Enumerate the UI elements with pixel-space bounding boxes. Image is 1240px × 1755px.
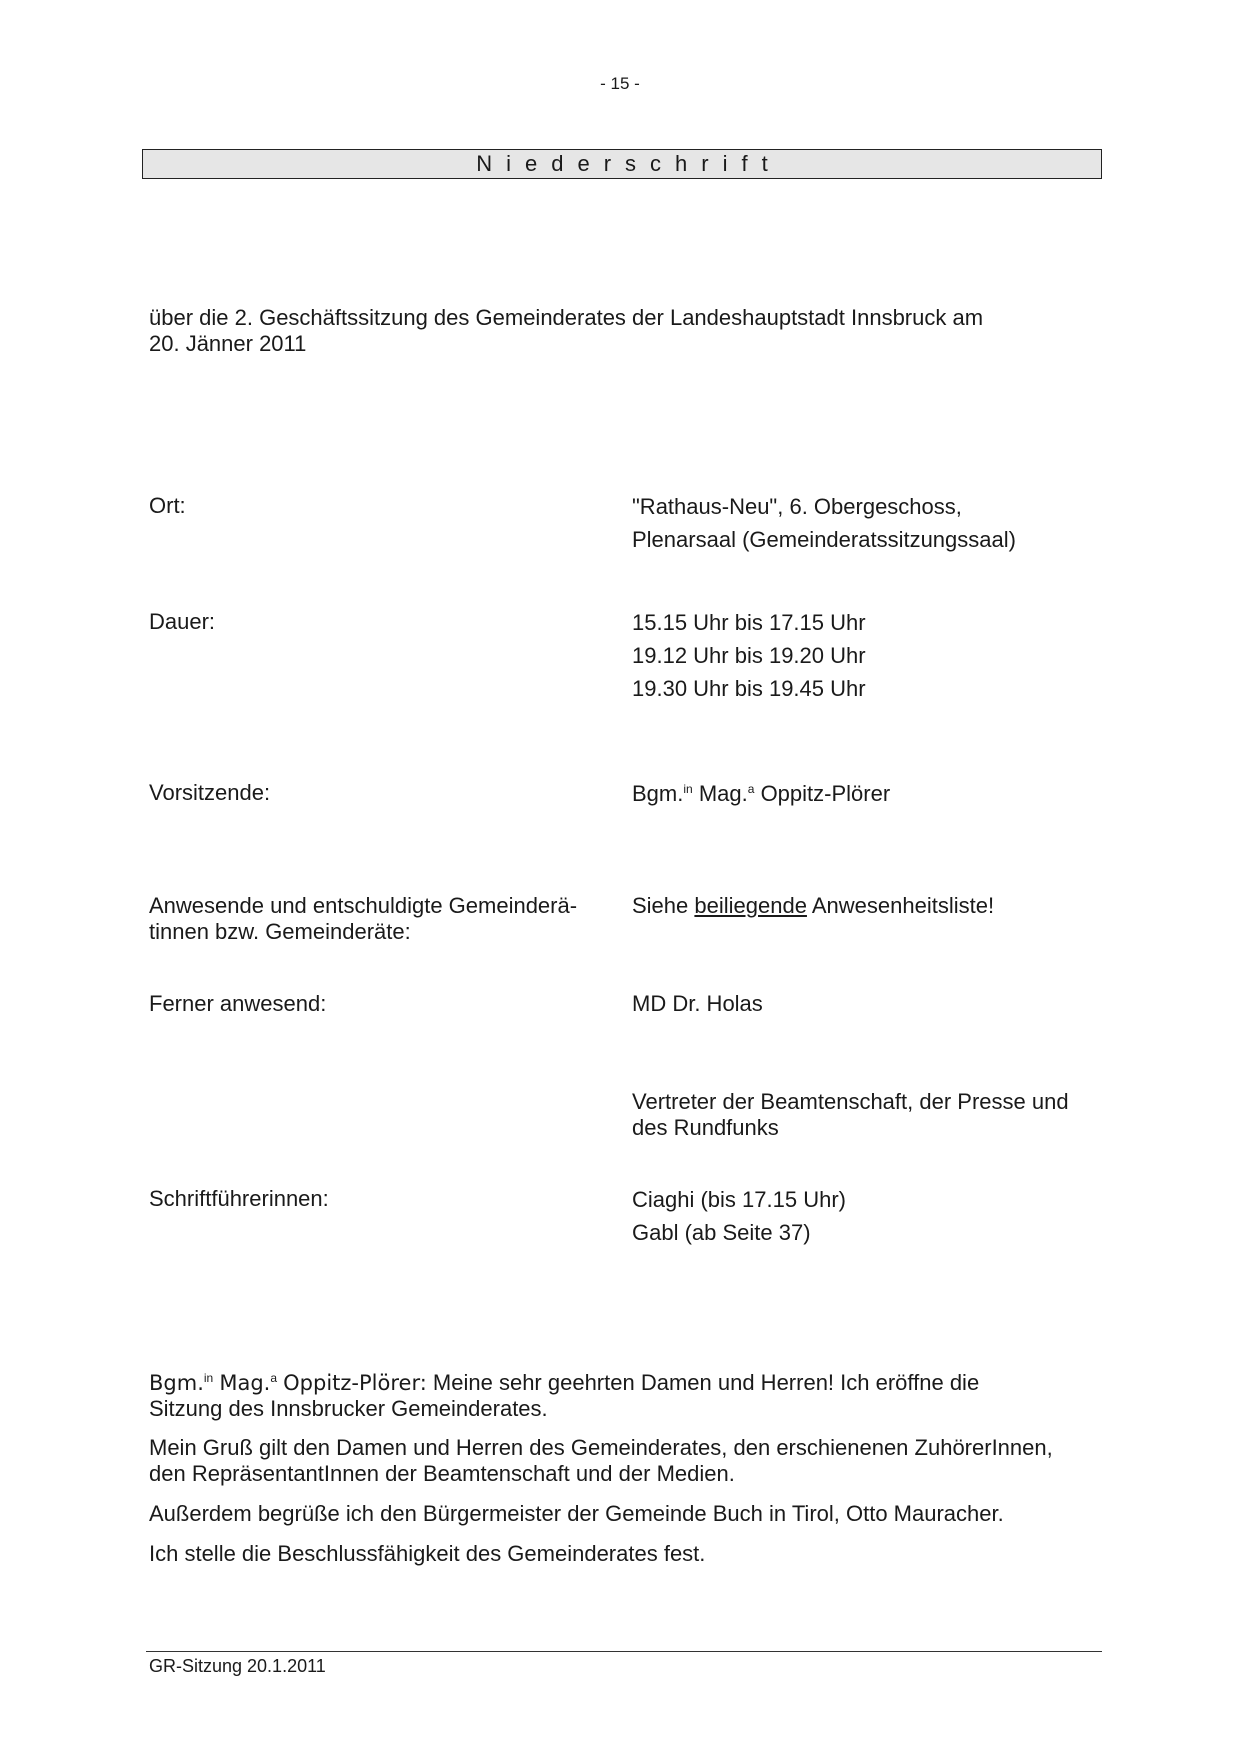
speaker-bgm-sup: in [203, 1371, 214, 1385]
speaker-bgm: Bgm. [149, 1371, 204, 1395]
anwesende-label-line-1: Anwesende und entschuldigte Gemeinderä- [149, 893, 578, 918]
page-number: - 15 - [600, 74, 640, 93]
title-box [142, 149, 1102, 179]
vorsitz-mag-sup: a [747, 782, 755, 796]
dauer-line-1: 15.15 Uhr bis 17.15 Uhr [632, 610, 866, 635]
schrift-line-1: Ciaghi (bis 17.15 Uhr) [632, 1187, 846, 1212]
vorsitzende-value [632, 777, 1112, 810]
speech-paragraph-3: Außerdem begrüße ich den Bürgermeister der Gemeinde Buch in Tirol, Otto Mauracher. [149, 1501, 1004, 1526]
ferner-value: MD Dr. Holas [632, 991, 763, 1016]
vorsitz-bgm: Bgm. [632, 781, 684, 806]
speech-p2-line-1: Mein Gruß gilt den Damen und Herren des Gemeinderates, den erschienenen ZuhörerInnen, [149, 1435, 1053, 1460]
anwesende-value-pre: Siehe [632, 893, 689, 918]
ort-line-2: Plenarsaal (Gemeinderatssitzungssaal) [632, 527, 1016, 552]
ort-value [632, 490, 1112, 556]
speech-paragraph-1 [149, 1370, 1109, 1422]
speech-p2-line-2: den RepräsentantInnen der Beamtenschaft und der Medien. [149, 1461, 735, 1486]
intro-text [149, 305, 1069, 357]
ferner-label: Ferner anwesend: [149, 991, 327, 1016]
dauer-line-2: 19.12 Uhr bis 19.20 Uhr [632, 643, 866, 668]
anwesende-label [149, 893, 619, 945]
anwesenheitsliste-link[interactable]: beiliegende [694, 893, 807, 918]
anwesende-value [632, 893, 1112, 919]
anwesende-label-line-2: tinnen bzw. Gemeinderäte: [149, 919, 411, 944]
schrift-label: Schriftführerinnen: [149, 1186, 329, 1211]
document-title: Niederschrift [476, 151, 782, 176]
intro-line-1: über die 2. Geschäftssitzung des Gemeinderates der Landeshauptstadt Innsbruck am [149, 305, 984, 330]
schrift-line-2: Gabl (ab Seite 37) [632, 1220, 811, 1245]
dauer-value [632, 606, 1112, 705]
dauer-line-3: 19.30 Uhr bis 19.45 Uhr [632, 676, 866, 701]
ferner-extra-line-1: Vertreter der Beamtenschaft, der Presse und [632, 1089, 1069, 1114]
speech-p1-line-2: Sitzung des Innsbrucker Gemeinderates. [149, 1396, 548, 1421]
vorsitz-name: Oppitz-Plörer [760, 781, 891, 806]
ferner-extra [632, 1089, 1112, 1141]
speech-paragraph-4: Ich stelle die Beschlussfähigkeit des Gemeinderates fest. [149, 1541, 706, 1566]
vorsitz-bgm-sup: in [683, 782, 693, 796]
speech-p1-line-1: Meine sehr geehrten Damen und Herren! Ich eröffne die [432, 1370, 980, 1395]
speaker-name: Oppitz-Plörer: [283, 1371, 427, 1395]
ort-label: Ort: [149, 493, 186, 518]
ferner-extra-line-2: des Rundfunks [632, 1115, 779, 1140]
speaker-mag-sup: a [270, 1371, 278, 1385]
footer-divider [146, 1651, 1102, 1652]
footer-text: GR-Sitzung 20.1.2011 [149, 1656, 326, 1676]
schrift-value [632, 1183, 1112, 1249]
ort-line-1: "Rathaus-Neu", 6. Obergeschoss, [632, 494, 962, 519]
speaker-mag: Mag. [219, 1371, 271, 1395]
dauer-label: Dauer: [149, 609, 216, 634]
speech-paragraph-2 [149, 1435, 1109, 1487]
intro-line-2: 20. Jänner 2011 [149, 331, 307, 356]
anwesende-value-post: Anwesenheitsliste! [811, 893, 995, 918]
vorsitz-mag: Mag. [698, 781, 748, 806]
vorsitzende-label: Vorsitzende: [149, 780, 271, 805]
